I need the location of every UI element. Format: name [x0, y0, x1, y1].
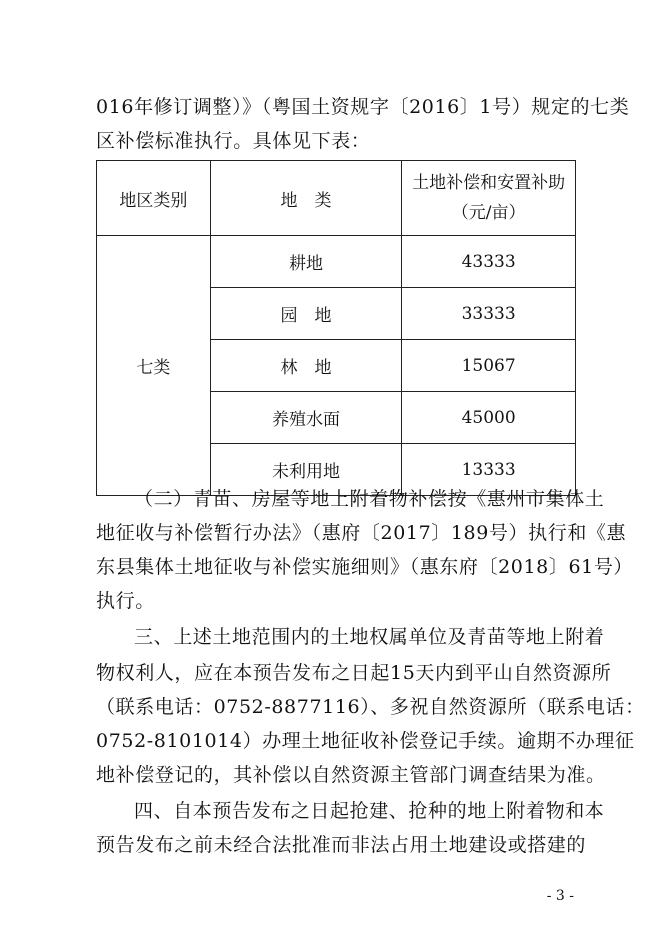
body-text-line: （联系电话：0752-8877116）、多祝自然资源所（联系电话：: [96, 696, 645, 718]
amount-cell: 13333: [402, 444, 576, 496]
body-text-line: 东县集体土地征收与补偿实施细则》（惠东府〔2018〕61号）: [96, 556, 634, 578]
land-type-cell: 园 地: [210, 288, 402, 340]
amount-cell: 33333: [402, 288, 576, 340]
amount-cell: 45000: [402, 392, 576, 444]
body-text-line: 预告发布之前未经合法批准而非法占用土地建设或搭建的: [96, 834, 587, 856]
land-type-cell: 未利用地: [210, 444, 402, 496]
compensation-table: [96, 160, 576, 496]
body-text-line: 区补偿标准执行。具体见下表：: [96, 130, 371, 152]
header-region-category: 地区类别: [97, 161, 211, 236]
header-land-type: 地 类: [210, 161, 402, 236]
land-type-cell: 养殖水面: [210, 392, 402, 444]
land-type-cell: 耕地: [210, 236, 402, 288]
amount-cell: 15067: [402, 340, 576, 392]
body-text-line: 四、自本预告发布之日起抢建、抢种的地上附着物和本: [134, 800, 605, 822]
body-text-line: 地补偿登记的，其补偿以自然资源主管部门调查结果为准。: [96, 764, 606, 786]
body-text-line: 物权利人，应在本预告发布之日起15天内到平山自然资源所: [96, 662, 612, 684]
body-text-line: （二）青苗、房屋等地上附着物补偿按《惠州市集体土: [134, 488, 605, 510]
body-text-line: 三、上述土地范围内的土地权属单位及青苗等地上附着: [134, 626, 605, 648]
amount-cell: 43333: [402, 236, 576, 288]
region-cell: 七类: [97, 236, 211, 496]
body-text-line: 0752-8101014）办理土地征收补偿登记手续。逾期不办理征: [96, 730, 635, 752]
header-compensation: [402, 161, 576, 236]
land-type-cell: 林 地: [210, 340, 402, 392]
page-number: - 3 -: [546, 888, 574, 904]
body-text-line: 016年修订调整）》（粤国土资规字〔2016〕1号）规定的七类: [96, 96, 630, 118]
table-row: [97, 236, 576, 288]
body-text-line: 地征收与补偿暂行办法》（惠府〔2017〕189号）执行和《惠: [96, 522, 627, 544]
header-compensation-line1: 土地补偿和安置补助: [412, 173, 566, 193]
header-compensation-unit: （元/亩）: [451, 203, 526, 223]
table-header-row: [97, 161, 576, 236]
body-text-line: 执行。: [96, 590, 155, 612]
